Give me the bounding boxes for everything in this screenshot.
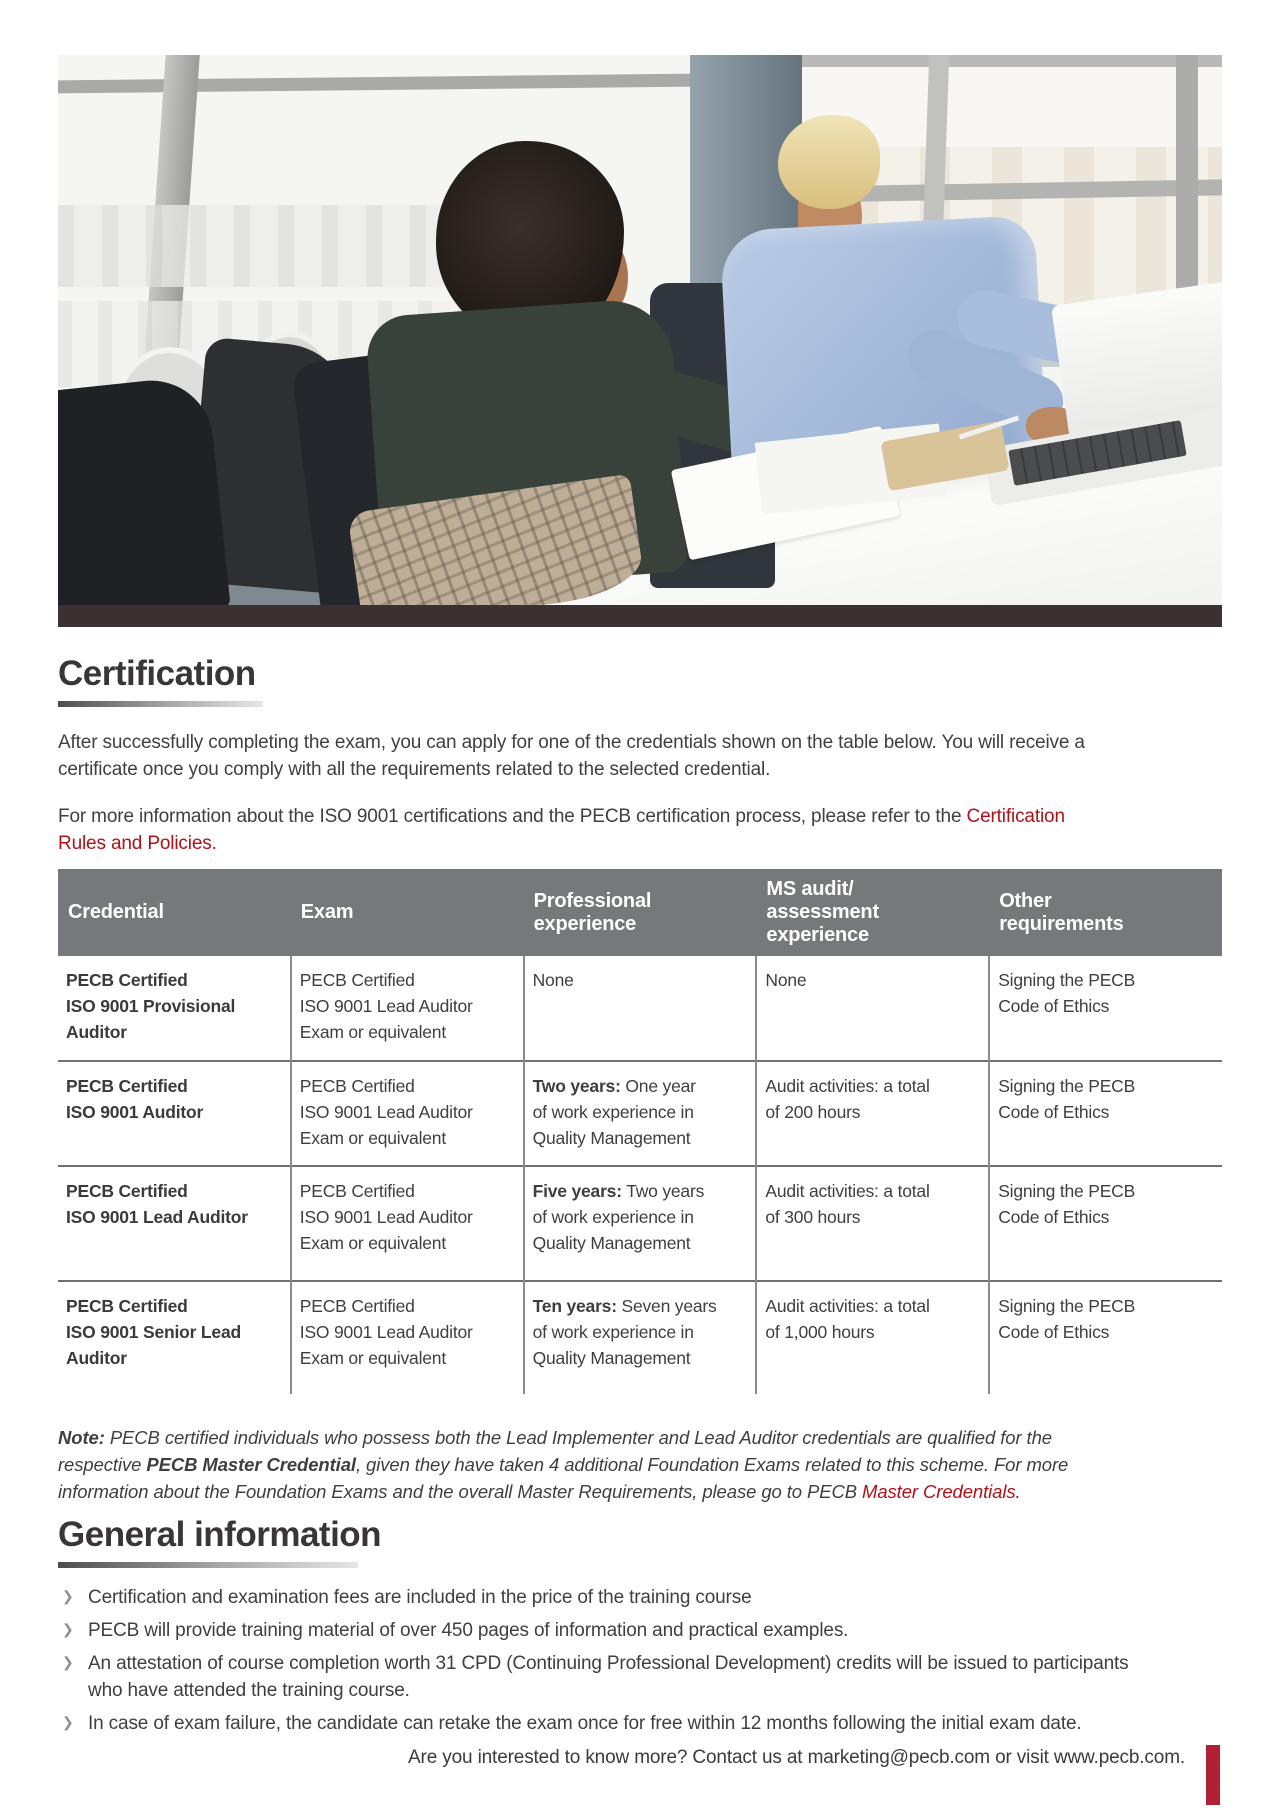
other-cell: Signing the PECB Code of Ethics: [998, 1181, 1136, 1227]
paragraph-line: [58, 830, 1222, 857]
list-item-text: Certification and examination fees are included in the price of the training course: [88, 1587, 752, 1608]
table-row: [58, 1166, 1222, 1281]
chevron-bullet-icon: ❯: [62, 1714, 74, 1730]
experience-cell: None: [524, 956, 757, 1061]
page-content: [58, 627, 1222, 1743]
note-label: Note:: [58, 1427, 105, 1448]
paragraph-line: After successfully completing the exam, you can apply for one of the credentials shown on the table below. You will receive a: [58, 732, 1085, 753]
paragraph-line: certificate once you comply with all the requirements related to the selected credential.: [58, 759, 771, 780]
window-beam: [58, 74, 708, 94]
table-row: [58, 1281, 1222, 1394]
experience-cell: Two years: One year of work experience in Quality Management: [524, 1061, 757, 1166]
master-credentials-link[interactable]: Master Credentials.: [862, 1481, 1021, 1502]
heading-underline: [58, 1562, 358, 1568]
header-professional-experience: Professional experience: [524, 869, 757, 956]
hero-photo-block: [58, 55, 1222, 627]
photo-bottom-bar: [58, 605, 1222, 627]
list-item: [58, 1617, 1222, 1644]
header-ms-audit-experience: MS audit/ assessment experience: [756, 869, 989, 956]
paragraph-line: [58, 803, 1222, 830]
list-item-text: An attestation of course completion worth 31 CPD (Continuing Professional Development) credits will be issued to participants who have attended the training course.: [88, 1653, 1129, 1701]
header-exam: Exam: [291, 869, 524, 956]
paragraph-text: For more information about the ISO 9001 certifications and the PECB certification process, please refer to the: [58, 806, 967, 827]
footer-contact-text: Are you interested to know more? Contact us at marketing@pecb.com or visit www.pecb.com.: [408, 1747, 1185, 1768]
certification-rules-link[interactable]: Certification: [966, 806, 1065, 827]
general-information-list: [58, 1584, 1222, 1737]
credential-cell: PECB Certified ISO 9001 Auditor: [58, 1061, 291, 1166]
table-header: [58, 869, 1222, 956]
table-row: [58, 956, 1222, 1061]
exam-cell: PECB Certified ISO 9001 Lead Auditor Exam or equivalent: [291, 1281, 524, 1394]
exam-cell: PECB Certified ISO 9001 Lead Auditor Exam or equivalent: [291, 1061, 524, 1166]
audit-cell: Audit activities: a total of 200 hours: [756, 1061, 989, 1166]
audit-cell: None: [756, 956, 989, 1061]
woman-right-hair: [778, 115, 880, 209]
master-credential-emphasis: PECB Master Credential: [146, 1454, 356, 1475]
audit-cell: Audit activities: a total of 300 hours: [756, 1166, 989, 1281]
window-frame: [802, 55, 1222, 67]
note-paragraph: [58, 1424, 1222, 1505]
chevron-bullet-icon: ❯: [62, 1588, 74, 1604]
list-item-text: In case of exam failure, the candidate can retake the exam once for free within 12 months following the initial exam date.: [88, 1713, 1082, 1734]
note-line: information about the Foundation Exams and the overall Master Requirements, please go to PECB Master Credentials.: [58, 1481, 1021, 1502]
list-item-text: PECB will provide training material of over 450 pages of information and practical examples.: [88, 1620, 849, 1641]
chevron-bullet-icon: ❯: [62, 1621, 74, 1637]
note-line: respective PECB Master Credential, given they have taken 4 additional Foundation Exams related to this scheme. For more: [58, 1454, 1069, 1475]
table-row: [58, 1061, 1222, 1166]
note-line: Note: PECB certified individuals who possess both the Lead Implementer and Lead Auditor credentials are qualified for the: [58, 1427, 1052, 1448]
list-item: [58, 1710, 1222, 1737]
experience-cell: Five years: Two years of work experience in Quality Management: [524, 1166, 757, 1281]
heading-underline: [58, 701, 263, 707]
other-cell: Signing the PECB Code of Ethics: [998, 970, 1136, 1016]
list-item: [58, 1650, 1222, 1704]
header-credential: Credential: [58, 869, 291, 956]
footer-red-bar: [1206, 1745, 1220, 1805]
exam-cell: PECB Certified ISO 9001 Lead Auditor Exam or equivalent: [291, 1166, 524, 1281]
other-cell: Signing the PECB Code of Ethics: [998, 1296, 1136, 1342]
more-info-paragraph: [58, 803, 1222, 857]
list-item: [58, 1584, 1222, 1611]
certification-heading: Certification: [58, 654, 256, 693]
other-cell: Signing the PECB Code of Ethics: [998, 1076, 1136, 1122]
header-other-requirements: Other requirements: [989, 869, 1222, 956]
certification-rules-link[interactable]: Rules and Policies.: [58, 833, 217, 854]
credential-cell: PECB Certified ISO 9001 Provisional Auditor: [58, 956, 291, 1061]
office-photo: [58, 55, 1222, 605]
audit-cell: Audit activities: a total of 1,000 hours: [756, 1281, 989, 1394]
experience-cell: Ten years: Seven years of work experience in Quality Management: [524, 1281, 757, 1394]
exam-cell: PECB Certified ISO 9001 Lead Auditor Exam or equivalent: [291, 956, 524, 1061]
chevron-bullet-icon: ❯: [62, 1654, 74, 1670]
credential-cell: PECB Certified ISO 9001 Senior Lead Auditor: [58, 1281, 291, 1394]
credential-cell: PECB Certified ISO 9001 Lead Auditor: [58, 1166, 291, 1281]
credentials-table: [58, 869, 1222, 1394]
certification-intro-paragraph: [58, 729, 1222, 783]
general-information-heading: General information: [58, 1515, 382, 1554]
